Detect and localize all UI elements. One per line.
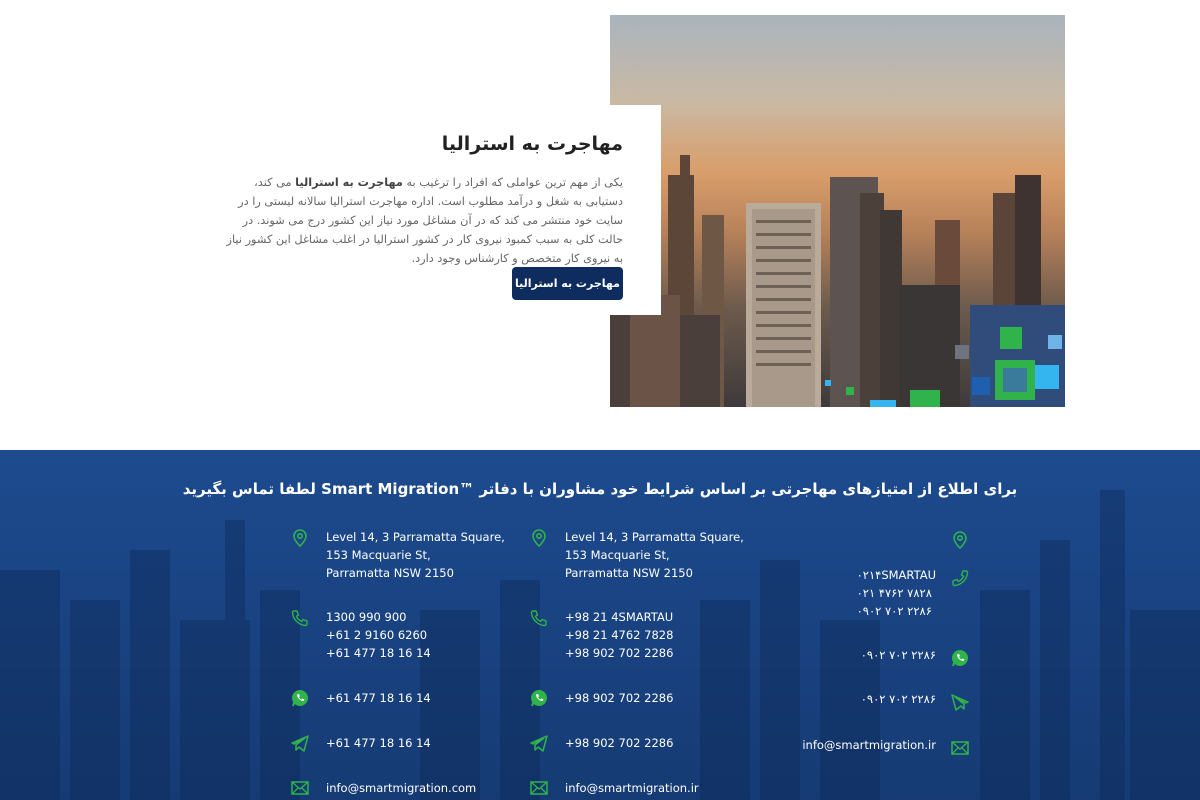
email-icon: [529, 778, 549, 798]
telegram-icon: [950, 692, 970, 712]
phone-number[interactable]: ۰۲۱ ۴۷۶۲ ۷۸۲۸: [856, 586, 932, 600]
phone-number[interactable]: ۰۲۱۴SMARTAU: [856, 568, 936, 582]
telegram-icon: [529, 733, 549, 753]
phone-icon: [290, 608, 310, 628]
migrate-australia-button[interactable]: مهاجرت به استرالیا: [512, 267, 623, 300]
email-link[interactable]: info@smartmigration.ir: [802, 738, 936, 752]
whatsapp-icon: [950, 648, 970, 668]
phone-number[interactable]: +98 21 4762 7828: [565, 628, 674, 642]
phone-number[interactable]: +61 477 18 16 14: [326, 646, 431, 660]
address-line: 153 Macquarie St,: [565, 548, 670, 562]
telegram-number[interactable]: ۰۹۰۲ ۷۰۲ ۲۲۸۶: [860, 692, 936, 706]
whatsapp-icon: [290, 688, 310, 708]
phone-row: [800, 568, 972, 628]
email-link[interactable]: info@smartmigration.com: [326, 781, 477, 795]
telegram-number[interactable]: +61 477 18 16 14: [326, 736, 431, 750]
phone-icon: [950, 568, 970, 588]
contact-footer: [0, 450, 1200, 800]
intro-text-bold[interactable]: مهاجرت به استرالیا: [295, 176, 403, 189]
footer-title: برای اطلاع از امتیازهای مهاجرتی بر اساس شرایط خود مشاوران با دفاتر ™Smart Migration لطفا تماس بگیرید: [182, 480, 1018, 498]
email-row: [800, 736, 972, 760]
whatsapp-number[interactable]: +98 902 702 2286: [565, 691, 674, 705]
whatsapp-icon: [529, 688, 549, 708]
telegram-icon: [290, 733, 310, 753]
intro-card: [200, 105, 661, 315]
address-line: Parramatta NSW 2150: [565, 566, 693, 580]
phone-number[interactable]: 1300 990 900: [326, 610, 407, 624]
intro-text-start: یکی از مهم ترین عواملی که افراد را ترغیب به: [402, 176, 623, 189]
phone-icon: [529, 608, 549, 628]
telegram-row: [800, 692, 972, 716]
phone-number[interactable]: +98 21 4SMARTAU: [565, 610, 674, 624]
location-pin-icon: [529, 528, 549, 548]
location-pin-icon: [290, 528, 310, 548]
phone-number[interactable]: +61 2 9160 6260: [326, 628, 428, 642]
location-pin-icon: [950, 530, 970, 550]
phone-number[interactable]: ۰۹۰۲ ۷۰۲ ۲۲۸۶: [856, 604, 932, 618]
intro-text-end: می کند، دستیابی به شغل و درآمد مطلوب است. اداره مهاجرت استرالیا سالانه لیستی را در سایت خود منتشر می کند که در آن مشاغل مورد نیاز این کشور درج می شوند. در حالت کلی به سبب کمبود نیروی کار در کشور استرالیا در اغلب مشاغل این کشور نیاز به نیروی کار متخصص و کارشناس وجود دارد.: [226, 176, 623, 265]
address-line: Level 14, 3 Parramatta Square,: [326, 530, 505, 544]
intro-paragraph: [222, 173, 623, 268]
email-link[interactable]: info@smartmigration.ir: [565, 781, 699, 795]
intro-title: مهاجرت به استرالیا: [441, 133, 623, 155]
whatsapp-row: [800, 648, 972, 672]
address-row: [950, 530, 970, 550]
email-icon: [290, 778, 310, 798]
address-line: Level 14, 3 Parramatta Square,: [565, 530, 744, 544]
telegram-number[interactable]: +98 902 702 2286: [565, 736, 674, 750]
address-line: 153 Macquarie St,: [326, 548, 431, 562]
whatsapp-number[interactable]: ۰۹۰۲ ۷۰۲ ۲۲۸۶: [860, 648, 936, 662]
whatsapp-number[interactable]: +61 477 18 16 14: [326, 691, 431, 705]
address-line: Parramatta NSW 2150: [326, 566, 454, 580]
phone-number[interactable]: +98 902 702 2286: [565, 646, 674, 660]
city-skyline-image: [610, 15, 1065, 407]
email-icon: [950, 738, 970, 758]
